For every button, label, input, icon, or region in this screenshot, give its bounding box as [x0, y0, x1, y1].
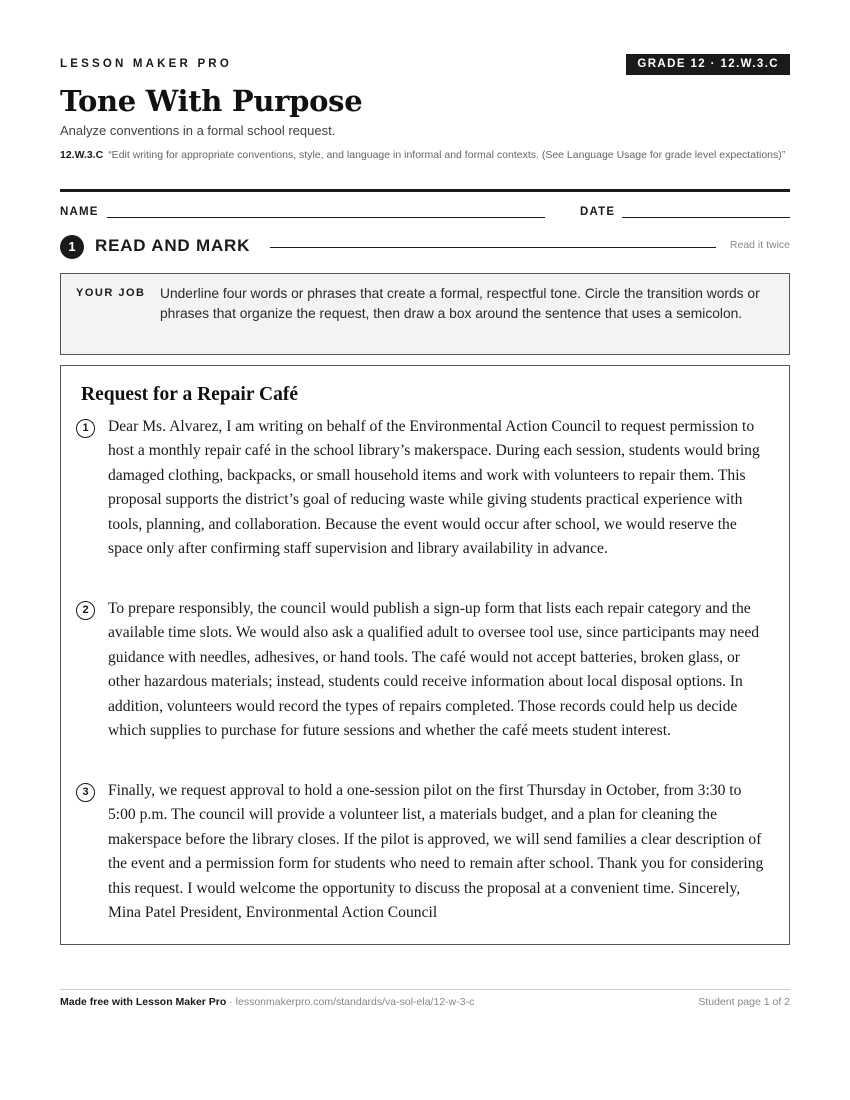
passage-title: Request for a Repair Café [81, 384, 298, 405]
footer-url[interactable]: · lessonmakerpro.com/standards/va-sol-ela/12-w-3-c [226, 996, 475, 1008]
standard-text: “Edit writing for appropriate conventions, style, and language in informal and formal contexts. (See Language Usage for grade level expectations)” [108, 149, 786, 161]
standard-description [60, 148, 790, 163]
grade-badge: GRADE 12 · 12.W.3.C [626, 54, 790, 75]
section-divider [270, 247, 716, 248]
instructions-box [60, 273, 790, 355]
date-label: DATE [580, 206, 616, 218]
page-indicator: Student page 1 of 2 [698, 996, 790, 1008]
name-field[interactable] [107, 217, 545, 218]
paragraph-number-3: 3 [76, 783, 95, 802]
paragraph-3: Finally, we request approval to hold a one-session pilot on the first Thursday in October, from 3:30 to 5:00 p.m. The council will provide a volunteer list, a materials budget, and a plan for cleaning the makerspace before the library closes. If the pilot is approved, we will send families a clear description of the event and a permission form for students who need to remain after school. Thank you for considering this request. I would welcome the opportunity to discuss the proposal at a convenient time. Sincerely, Mina Patel President, Environmental Action Council [108, 782, 764, 922]
standard-code: 12.W.3.C [60, 149, 104, 161]
instructions-label: YOUR JOB [76, 287, 146, 299]
name-label: NAME [60, 206, 99, 218]
brand-name: LESSON MAKER PRO [60, 58, 232, 70]
page-subtitle: Analyze conventions in a formal school request. [60, 123, 336, 138]
paragraph-1: Dear Ms. Alvarez, I am writing on behalf of the Environmental Action Council to request permission to host a monthly repair café in the school library’s makerspace. During each session, students would bring damaged clothing, backpacks, or small household items and work with volunteers to repair them. This proposal supports the district’s goal of reducing waste while giving students practical experience with tools, planning, and collaboration. Because the event would occur after school, we would reserve the space only after confirming staff supervision and library availability in advance. [108, 418, 760, 558]
instructions-text: Underline four words or phrases that create a formal, respectful tone. Circle the transition words or phrases that organize the request, then draw a box around the sentence that uses a semicolon. [160, 286, 760, 321]
section-note: Read it twice [729, 239, 790, 251]
passage-box [60, 365, 790, 945]
date-field[interactable] [622, 217, 790, 218]
paragraph-2: To prepare responsibly, the council would publish a sign-up form that lists each repair category and the available time slots. We would also ask a qualified adult to oversee tool use, since participants may need guidance with needles, adhesives, or hand tools. The café would not accept batteries, broken glass, or other hazardous materials; instead, students could receive information about local disposal options. In addition, volunteers would record the types of repairs completed. Those records could help us decide which supplies to purchase for future sessions and whether the café meets student interest. [108, 600, 760, 740]
footer-credit [60, 996, 474, 1008]
footer-divider [60, 989, 790, 990]
section-number: 1 [60, 235, 84, 259]
footer-made-with: Made free with Lesson Maker Pro [60, 996, 227, 1008]
paragraph-number-2: 2 [76, 601, 95, 620]
page-title: Tone With Purpose [60, 84, 363, 118]
header-divider [60, 189, 790, 192]
paragraph-number-1: 1 [76, 419, 95, 438]
section-title: READ AND MARK [95, 236, 251, 255]
